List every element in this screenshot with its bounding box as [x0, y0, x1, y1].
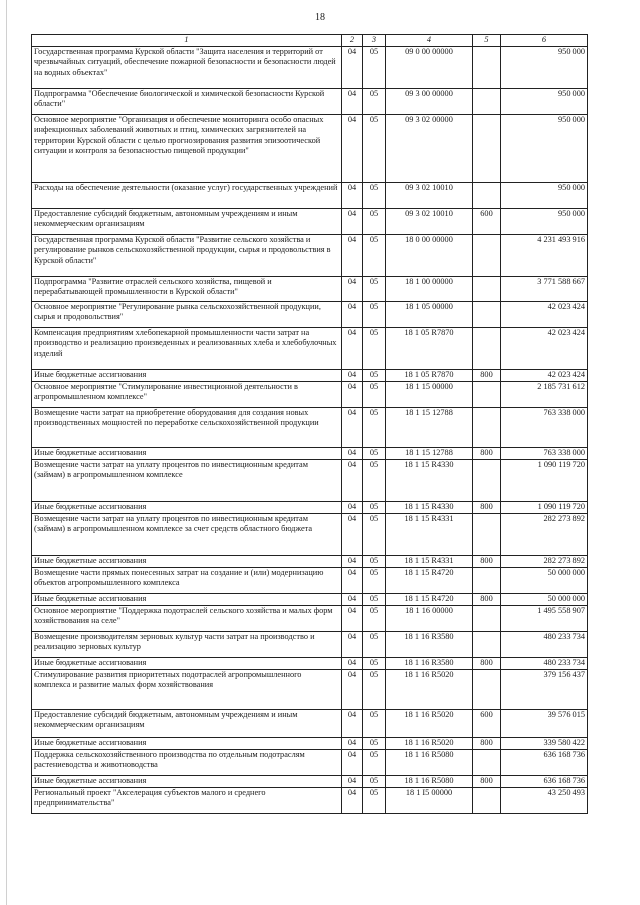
row-expense-type-cell [473, 88, 501, 114]
row-target-code-cell: 18 1 00 00000 [386, 276, 473, 301]
table-row [32, 369, 588, 381]
row-expense-type-cell [473, 46, 501, 88]
row-name-cell: Иные бюджетные ассигнования [32, 555, 342, 567]
row-expense-type-cell: 800 [473, 369, 501, 381]
row-name-cell: Иные бюджетные ассигнования [32, 501, 342, 513]
row-section-cell: 04 [342, 46, 363, 88]
row-subsection-cell: 05 [363, 234, 386, 276]
row-amount-cell: 1 090 119 720 [501, 459, 588, 501]
row-section-cell: 04 [342, 555, 363, 567]
row-section-cell: 04 [342, 501, 363, 513]
row-section-cell: 04 [342, 513, 363, 555]
row-subsection-cell: 05 [363, 631, 386, 657]
row-name-cell: Подпрограмма "Развитие отраслей сельского хозяйства, пищевой и перерабатывающей промышленности в Курской области" [32, 276, 342, 301]
row-subsection-cell: 05 [363, 749, 386, 775]
row-target-code-cell: 18 1 16 R5020 [386, 669, 473, 709]
row-expense-type-cell: 800 [473, 447, 501, 459]
row-subsection-cell: 05 [363, 88, 386, 114]
row-target-code-cell: 18 1 I5 00000 [386, 787, 473, 813]
row-target-code-cell: 18 1 16 R5020 [386, 737, 473, 749]
row-amount-cell: 480 233 734 [501, 631, 588, 657]
row-section-cell: 04 [342, 593, 363, 605]
row-name-cell: Возмещение части затрат на уплату процентов по инвестиционным кредитам (займам) в агропромышленном комплексе [32, 459, 342, 501]
row-section-cell: 04 [342, 182, 363, 208]
header-col-2: 2 [342, 35, 363, 47]
row-amount-cell: 950 000 [501, 182, 588, 208]
row-target-code-cell: 18 1 16 R5020 [386, 709, 473, 737]
row-expense-type-cell [473, 459, 501, 501]
table-header-row [32, 35, 588, 47]
table-row [32, 749, 588, 775]
row-target-code-cell: 18 1 05 R7870 [386, 369, 473, 381]
row-target-code-cell: 18 1 15 R4720 [386, 593, 473, 605]
row-subsection-cell: 05 [363, 593, 386, 605]
table-row [32, 567, 588, 593]
row-section-cell: 04 [342, 605, 363, 631]
row-amount-cell: 763 338 000 [501, 447, 588, 459]
row-subsection-cell: 05 [363, 381, 386, 407]
row-name-cell: Возмещение производителям зерновых культур части затрат на производство и реализацию зерновых культур [32, 631, 342, 657]
row-subsection-cell: 05 [363, 605, 386, 631]
row-target-code-cell: 18 1 15 R4720 [386, 567, 473, 593]
row-name-cell: Основное мероприятие "Стимулирование инвестиционной деятельности в агропромышленном комплексе" [32, 381, 342, 407]
row-amount-cell: 636 168 736 [501, 775, 588, 787]
row-target-code-cell: 18 1 05 R7870 [386, 327, 473, 369]
row-amount-cell: 636 168 736 [501, 749, 588, 775]
row-target-code-cell: 18 1 15 R4330 [386, 501, 473, 513]
row-section-cell: 04 [342, 787, 363, 813]
table-row [32, 657, 588, 669]
table-row [32, 88, 588, 114]
row-expense-type-cell [473, 407, 501, 447]
header-col-5: 5 [473, 35, 501, 47]
row-amount-cell: 950 000 [501, 114, 588, 182]
row-section-cell: 04 [342, 88, 363, 114]
header-col-4: 4 [386, 35, 473, 47]
table-row [32, 327, 588, 369]
row-name-cell: Подпрограмма "Обеспечение биологической и химической безопасности Курской области" [32, 88, 342, 114]
row-name-cell: Иные бюджетные ассигнования [32, 737, 342, 749]
row-amount-cell: 42 023 424 [501, 369, 588, 381]
table-row [32, 301, 588, 327]
table-row [32, 775, 588, 787]
row-amount-cell: 282 273 892 [501, 513, 588, 555]
row-subsection-cell: 05 [363, 327, 386, 369]
row-target-code-cell: 18 1 16 R3580 [386, 657, 473, 669]
table-row [32, 737, 588, 749]
row-subsection-cell: 05 [363, 459, 386, 501]
table-row [32, 555, 588, 567]
row-name-cell: Государственная программа Курской области "Развитие сельского хозяйства и регулирование рынков сельскохозяйственной продукции, сырья и продовольствия в Курской области" [32, 234, 342, 276]
row-name-cell: Иные бюджетные ассигнования [32, 593, 342, 605]
row-target-code-cell: 18 1 16 R5080 [386, 749, 473, 775]
row-name-cell: Предоставление субсидий бюджетным, автономным учреждениям и иным некоммерческим организациям [32, 709, 342, 737]
row-expense-type-cell [473, 567, 501, 593]
row-section-cell: 04 [342, 407, 363, 447]
row-name-cell: Основное мероприятие "Организация и обеспечение мониторинга особо опасных инфекционных заболеваний животных и птиц, химических загрязнителей на территории Курской области с целью прогнозирования развития эпизоотической ситуации и контроля за безопасностью пищевой продукции" [32, 114, 342, 182]
table-row [32, 407, 588, 447]
row-target-code-cell: 18 1 15 12788 [386, 407, 473, 447]
row-subsection-cell: 05 [363, 669, 386, 709]
row-subsection-cell: 05 [363, 447, 386, 459]
table-row [32, 208, 588, 234]
row-subsection-cell: 05 [363, 407, 386, 447]
row-target-code-cell: 09 3 00 00000 [386, 88, 473, 114]
row-section-cell: 04 [342, 631, 363, 657]
row-amount-cell: 42 023 424 [501, 327, 588, 369]
row-expense-type-cell: 800 [473, 737, 501, 749]
table-row [32, 234, 588, 276]
row-section-cell: 04 [342, 369, 363, 381]
row-subsection-cell: 05 [363, 787, 386, 813]
row-subsection-cell: 05 [363, 182, 386, 208]
scan-edge-line [6, 0, 7, 905]
header-col-6: 6 [501, 35, 588, 47]
table-row [32, 447, 588, 459]
row-amount-cell: 42 023 424 [501, 301, 588, 327]
table-row [32, 787, 588, 813]
row-section-cell: 04 [342, 381, 363, 407]
row-section-cell: 04 [342, 459, 363, 501]
table-row [32, 182, 588, 208]
row-amount-cell: 282 273 892 [501, 555, 588, 567]
table-row [32, 46, 588, 88]
row-name-cell: Иные бюджетные ассигнования [32, 657, 342, 669]
row-amount-cell: 50 000 000 [501, 593, 588, 605]
row-section-cell: 04 [342, 301, 363, 327]
row-expense-type-cell: 800 [473, 501, 501, 513]
row-section-cell: 04 [342, 749, 363, 775]
row-name-cell: Возмещение части затрат на уплату процентов по инвестиционным кредитам (займам) в агропромышленном комплексе за счет средств областного бюджета [32, 513, 342, 555]
row-name-cell: Региональный проект "Акселерация субъектов малого и среднего предпринимательства" [32, 787, 342, 813]
row-target-code-cell: 18 1 15 R4330 [386, 459, 473, 501]
header-col-3: 3 [363, 35, 386, 47]
row-subsection-cell: 05 [363, 276, 386, 301]
row-name-cell: Расходы на обеспечение деятельности (оказание услуг) государственных учреждений [32, 182, 342, 208]
row-expense-type-cell [473, 513, 501, 555]
row-amount-cell: 950 000 [501, 46, 588, 88]
row-expense-type-cell [473, 381, 501, 407]
table-row [32, 669, 588, 709]
table-row [32, 593, 588, 605]
row-target-code-cell: 18 1 15 R4331 [386, 555, 473, 567]
budget-table [31, 34, 588, 814]
row-expense-type-cell [473, 114, 501, 182]
row-target-code-cell: 09 3 02 10010 [386, 208, 473, 234]
row-section-cell: 04 [342, 327, 363, 369]
row-subsection-cell: 05 [363, 657, 386, 669]
row-name-cell: Иные бюджетные ассигнования [32, 775, 342, 787]
row-expense-type-cell [473, 605, 501, 631]
row-section-cell: 04 [342, 737, 363, 749]
row-name-cell: Стимулирование развития приоритетных подотраслей агропромышленного комплекса и развитие малых форм хозяйствования [32, 669, 342, 709]
row-section-cell: 04 [342, 669, 363, 709]
row-expense-type-cell [473, 631, 501, 657]
row-amount-cell: 763 338 000 [501, 407, 588, 447]
row-target-code-cell: 09 3 02 10010 [386, 182, 473, 208]
row-name-cell: Компенсация предприятиям хлебопекарной промышленности части затрат на производство и реализацию произведенных и реализованных хлеба и хлебобулочных изделий [32, 327, 342, 369]
row-amount-cell: 339 580 422 [501, 737, 588, 749]
header-col-1: 1 [32, 35, 342, 47]
row-amount-cell: 2 185 731 612 [501, 381, 588, 407]
row-expense-type-cell: 800 [473, 657, 501, 669]
row-target-code-cell: 18 1 16 R5080 [386, 775, 473, 787]
row-name-cell: Иные бюджетные ассигнования [32, 447, 342, 459]
table-row [32, 501, 588, 513]
row-name-cell: Возмещение части прямых понесенных затрат на создание и (или) модернизацию объектов агропромышленного комплекса [32, 567, 342, 593]
row-amount-cell: 480 233 734 [501, 657, 588, 669]
row-expense-type-cell: 600 [473, 208, 501, 234]
row-subsection-cell: 05 [363, 513, 386, 555]
row-expense-type-cell [473, 301, 501, 327]
table-row [32, 276, 588, 301]
table-row [32, 631, 588, 657]
row-expense-type-cell [473, 787, 501, 813]
row-expense-type-cell: 800 [473, 593, 501, 605]
row-target-code-cell: 18 1 16 R3580 [386, 631, 473, 657]
row-subsection-cell: 05 [363, 501, 386, 513]
row-name-cell: Поддержка сельскохозяйственного производства по отдельным подотраслям растениеводства и животноводства [32, 749, 342, 775]
row-expense-type-cell: 800 [473, 775, 501, 787]
row-subsection-cell: 05 [363, 369, 386, 381]
row-target-code-cell: 18 1 05 00000 [386, 301, 473, 327]
row-target-code-cell: 18 1 15 12788 [386, 447, 473, 459]
row-expense-type-cell: 800 [473, 555, 501, 567]
row-section-cell: 04 [342, 208, 363, 234]
row-amount-cell: 1 090 119 720 [501, 501, 588, 513]
row-subsection-cell: 05 [363, 301, 386, 327]
row-target-code-cell: 09 3 02 00000 [386, 114, 473, 182]
row-subsection-cell: 05 [363, 737, 386, 749]
row-section-cell: 04 [342, 709, 363, 737]
table-row [32, 513, 588, 555]
row-expense-type-cell [473, 749, 501, 775]
row-target-code-cell: 18 1 15 00000 [386, 381, 473, 407]
row-target-code-cell: 18 1 15 R4331 [386, 513, 473, 555]
row-section-cell: 04 [342, 114, 363, 182]
row-subsection-cell: 05 [363, 208, 386, 234]
row-subsection-cell: 05 [363, 46, 386, 88]
row-subsection-cell: 05 [363, 114, 386, 182]
row-section-cell: 04 [342, 775, 363, 787]
row-expense-type-cell [473, 182, 501, 208]
row-amount-cell: 50 000 000 [501, 567, 588, 593]
row-target-code-cell: 18 0 00 00000 [386, 234, 473, 276]
row-name-cell: Государственная программа Курской области "Защита населения и территорий от чрезвычайных ситуаций, обеспечение пожарной безопасности и безопасности людей на водных объектах" [32, 46, 342, 88]
row-name-cell: Предоставление субсидий бюджетным, автономным учреждениям и иным некоммерческим организациям [32, 208, 342, 234]
row-amount-cell: 950 000 [501, 88, 588, 114]
row-expense-type-cell [473, 669, 501, 709]
row-expense-type-cell [473, 327, 501, 369]
row-section-cell: 04 [342, 657, 363, 669]
table-row [32, 381, 588, 407]
row-expense-type-cell: 600 [473, 709, 501, 737]
table-row [32, 114, 588, 182]
row-name-cell: Иные бюджетные ассигнования [32, 369, 342, 381]
row-target-code-cell: 18 1 16 00000 [386, 605, 473, 631]
row-amount-cell: 950 000 [501, 208, 588, 234]
page-number: 18 [315, 12, 325, 23]
row-section-cell: 04 [342, 276, 363, 301]
row-expense-type-cell [473, 276, 501, 301]
row-name-cell: Возмещение части затрат на приобретение оборудования для создания новых производственных мощностей по переработке сельскохозяйственной продукции [32, 407, 342, 447]
row-section-cell: 04 [342, 447, 363, 459]
row-subsection-cell: 05 [363, 567, 386, 593]
table-row [32, 709, 588, 737]
row-section-cell: 04 [342, 567, 363, 593]
row-amount-cell: 1 495 558 907 [501, 605, 588, 631]
row-amount-cell: 43 250 493 [501, 787, 588, 813]
row-name-cell: Основное мероприятие "Регулирование рынка сельскохозяйственной продукции, сырья и продовольствия" [32, 301, 342, 327]
row-subsection-cell: 05 [363, 709, 386, 737]
table-row [32, 459, 588, 501]
row-amount-cell: 39 576 015 [501, 709, 588, 737]
row-amount-cell: 379 156 437 [501, 669, 588, 709]
row-amount-cell: 3 771 588 667 [501, 276, 588, 301]
row-section-cell: 04 [342, 234, 363, 276]
row-subsection-cell: 05 [363, 555, 386, 567]
row-target-code-cell: 09 0 00 00000 [386, 46, 473, 88]
row-expense-type-cell [473, 234, 501, 276]
table-row [32, 605, 588, 631]
row-subsection-cell: 05 [363, 775, 386, 787]
row-name-cell: Основное мероприятие "Поддержка подотраслей сельского хозяйства и малых форм хозяйствования на селе" [32, 605, 342, 631]
row-amount-cell: 4 231 493 916 [501, 234, 588, 276]
